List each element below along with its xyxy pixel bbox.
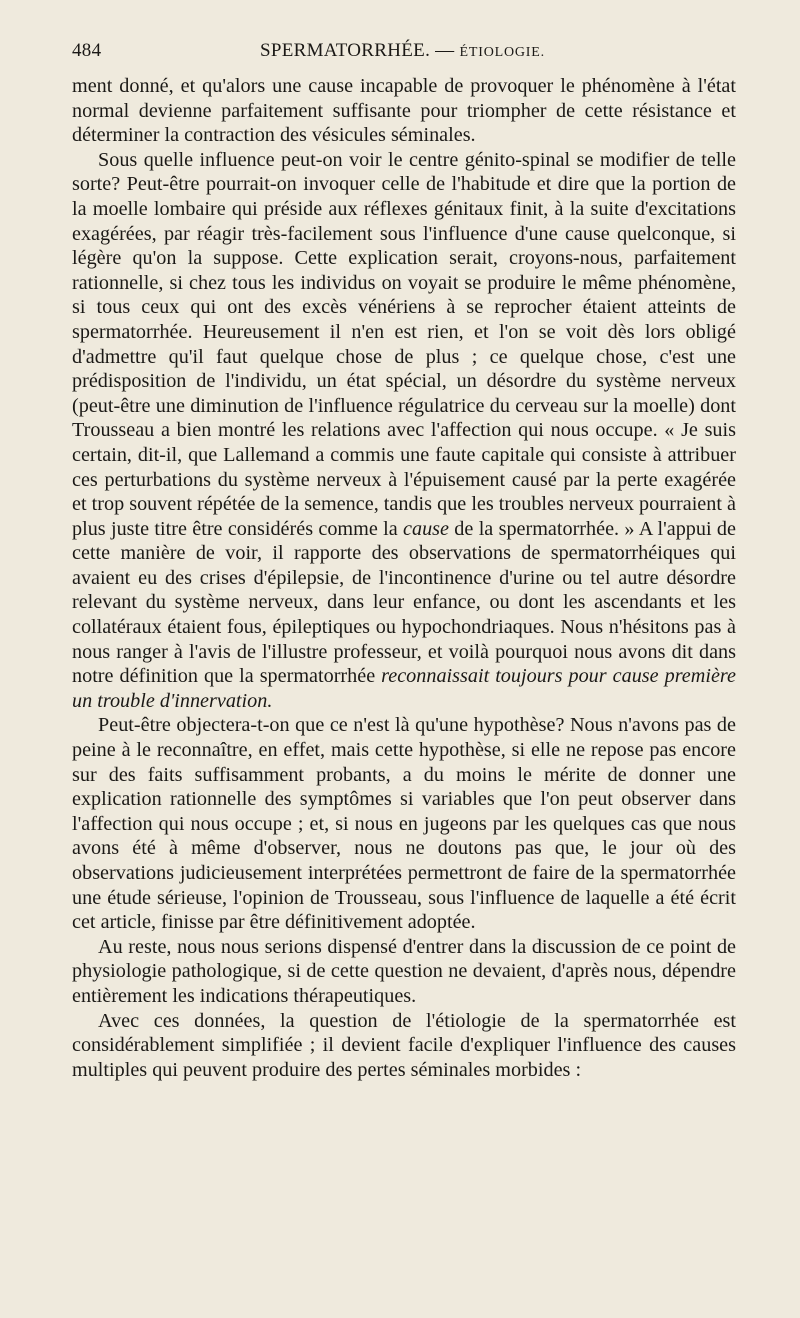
running-title-section: ÉTIOLOGIE. [459, 45, 545, 60]
paragraph-1: ment donné, et qu'alors une cause incapable de provoquer le phénomène à l'état normal devienne parfaitement suffisante pour triompher de cette résistance et déterminer la contraction des vésicules séminales. [72, 75, 736, 147]
paragraph-2 [72, 148, 736, 714]
page-number: 484 [72, 40, 102, 61]
paragraph-5: Avec ces données, la question de l'étiologie de la spermatorrhée est considérablement simplifiée ; il devient facile d'expliquer l'influence des causes multiples qui peuvent produire des pertes séminales morbides : [72, 1009, 736, 1081]
running-title-main: SPERMATORRHÉE. — [260, 40, 455, 61]
paragraph-3: Peut-être objectera-t-on que ce n'est là qu'une hypothèse? Nous n'avons pas de peine à le reconnaître, en effet, mais cette hypothèse, si elle ne repose pas encore sur des faits suffisamment probants, a du moins le mérite de donner une explication rationnelle des symptômes si variables que l'on peut observer dans l'affection qui nous occupe ; et, si nous en jugeons par les quelques cas que nous avons été à même d'observer, nous ne doutons pas que, le jour où des observations judicieusement interprétées permettront de faire de la spermatorrhée une étude sérieuse, l'opinion de Trousseau, sous l'influence de laquelle a été écrit cet article, finisse par être définitivement adoptée. [72, 714, 736, 934]
book-page [72, 40, 736, 1082]
paragraph-2-italic-end: reconnaissait toujours pour cause première un trouble d'innervation. [72, 665, 736, 712]
paragraph-2-text-b: de la spermatorrhée. » A l'appui de cette manière de voir, il rapporte des observations de spermatorrhéiques qui avaient eu des crises d'épilepsie, de l'incontinence d'urine ou tel autre désordre relevant du système nerveux, dans leur enfance, ou dont les ascendants et les collatéraux étaient fous, épileptiques ou hypochondriaques. Nous n'hésitons pas à nous ranger à l'avis de l'illustre professeur, et voilà pourquoi nous avons dit dans notre définition que la spermatorrhée [72, 517, 736, 688]
running-header [72, 40, 736, 68]
paragraph-2-text-a: Sous quelle influence peut-on voir le centre génito-spinal se modifier de telle sorte? Peut-être pourrait-on invoquer celle de l'habitude et dire que la portion de la moelle lombaire qui préside aux réflexes génitaux finit, à la suite d'excitations exagérées, par réagir très-facilement sous l'influence d'une cause quelconque, si légère qu'on la suppose. Cette explication serait, croyons-nous, parfaitement rationnelle, si chez tous les individus on voyait se produire le même phénomène, si tous ceux qui ont des excès vénériens à se reprocher étaient atteints de spermatorrhée. Heureusement il n'en est rien, et l'on se voit dès lors obligé d'admettre qu'il faut quelque chose de plus ; ce quelque chose, c'est une prédisposition de l'individu, un état spécial, un désordre du système nerveux (peut-être une diminution de l'influence régulatrice du cerveau sur la moelle) dont Trousseau a bien montré les relations avec l'affection qui nous occupe. « Je suis certain, dit-il, que Lallemand a commis une faute capitale qui consiste à attribuer ces perturbations du système nerveux à l'épuisement causé par la perte exagérée et trop souvent répétée de la semence, tandis que les troubles nerveux pourraient à plus juste titre être considérés comme la [72, 148, 736, 540]
paragraph-4: Au reste, nous nous serions dispensé d'entrer dans la discussion de ce point de physiologie pathologique, si de cette question ne devaient, d'après nous, dépendre entièrement les indications thérapeutiques. [72, 935, 736, 1007]
paragraph-2-cause-italic: cause [403, 517, 449, 540]
running-title [260, 40, 545, 62]
page-body [72, 74, 736, 1082]
